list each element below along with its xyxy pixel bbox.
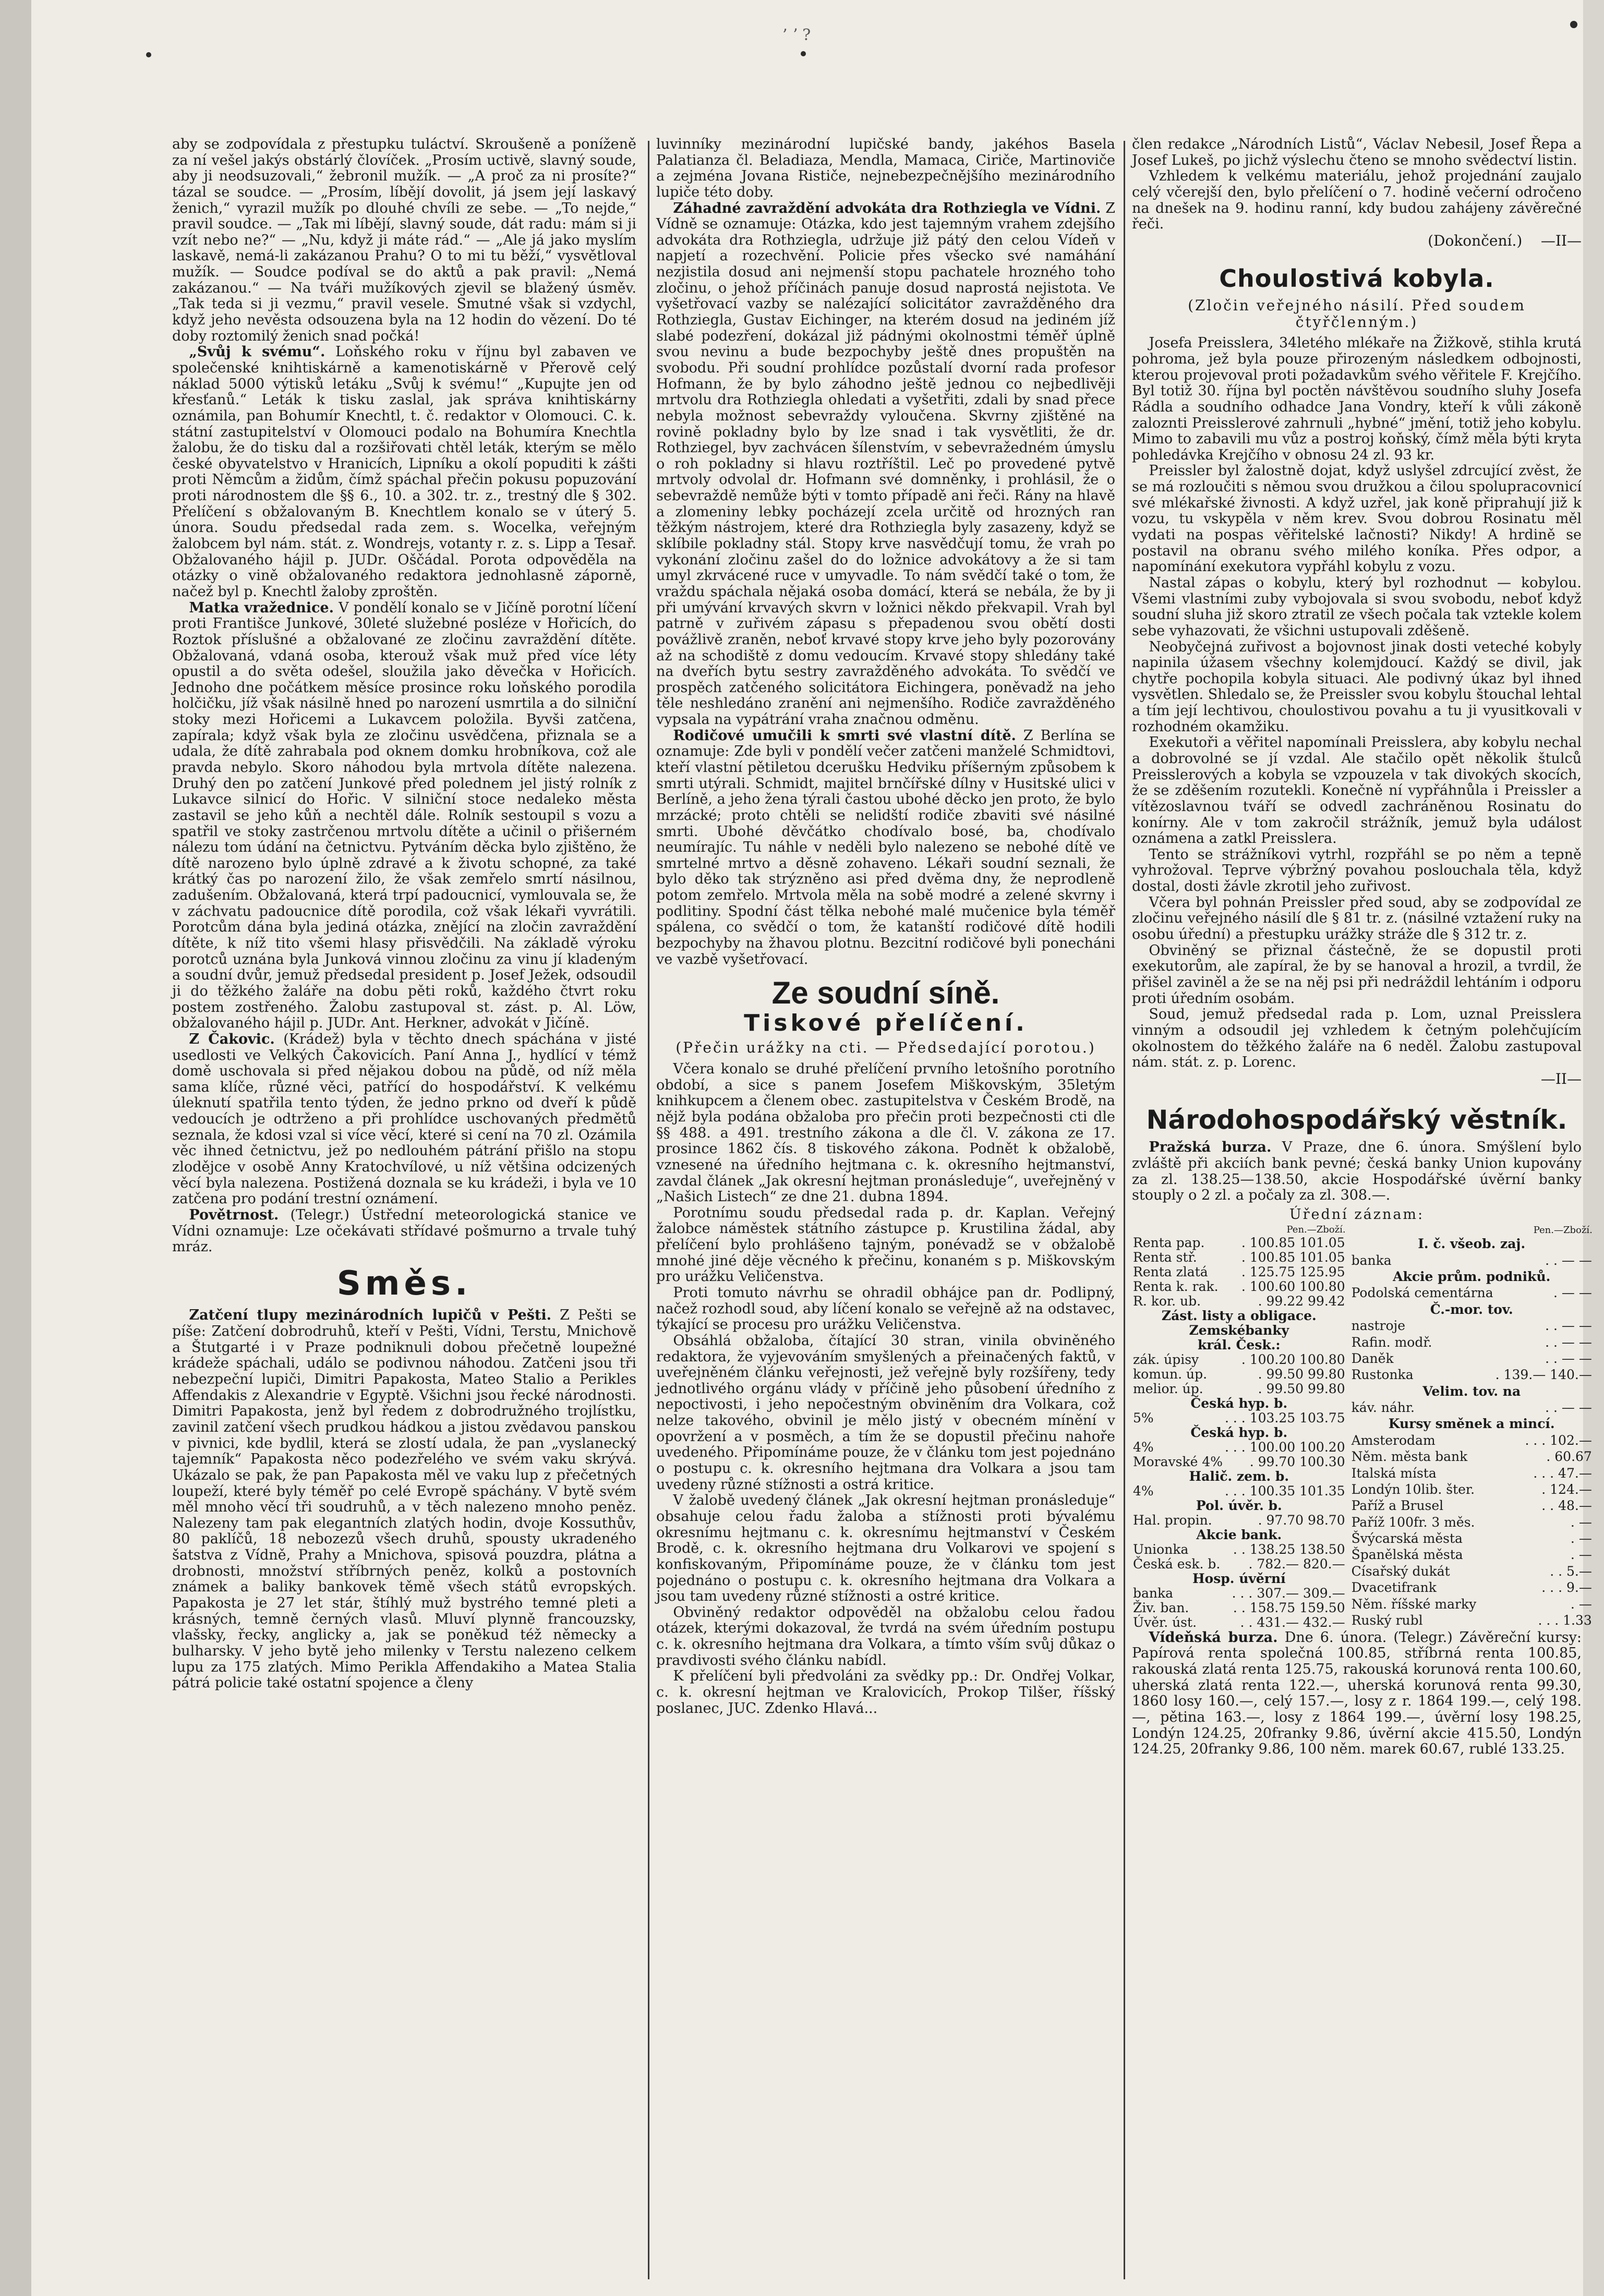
article-title: Povětrnost. [189,1206,279,1223]
price-value: . . 138.25 138.50 [1233,1541,1345,1557]
price-row [1132,1236,1346,1250]
continuation-note [1132,233,1582,249]
price-label: Česká hyp. b. [1190,1424,1288,1440]
price-value: . 100.20 100.80 [1241,1351,1345,1367]
article-title: Zatčení tlupy mezinárodních lupičů v Pešti. [189,1307,552,1324]
author-mark: —II— [1540,232,1582,249]
article-paragraph [172,344,636,600]
section-heading-court: Ze soudní síně. [771,975,1000,1011]
article-paragraph [172,1207,636,1255]
article-title: Vídeňská burza. [1149,1629,1278,1646]
article-paragraph: aby se zodpovídala z přestupku tuláctví. Skroušeně a poníženě za ní vešel jakýs obstárlý človíček. „Prosím uctivě, slavný soude, aby ji neodsuzovali,“ žebronil mužík. — „A proč za ni prosíte?“ tázal se soudce. — „Prosím, líbějí dovolit, já jsem její laskavý ženich,“ vyrazil mužík po dlouhé chvíli ze sebe. — „To nejde,“ pravil soudce. — „Tak mi líbějí, slavný soude, dát radu: mám si ji vzít nebo ne?“ — „Nu, když ji máte rád.“ — „Ale já jako myslím laskavě, nemá-li zakázanou Prahu? O to mi tu běží,“ vysvětloval mužík. — Soudce podíval se do aktů a pak pravil: „Nemá zakázanou.“ — Na tváři mužíkových zjevil se blažený úsměv. „Tak teda si ji vezmu,“ pravil vesele. Smutné však si vzdychl, když jeho nevěsta odsouzena byla na 12 hodin do vězení. Do té doby roztomilý ženich snad počká! [172,136,636,344]
price-label: Úvěr. úst. [1133,1614,1197,1630]
price-value: . . . 103.25 103.75 [1225,1410,1345,1425]
price-label: Renta k. rak. [1133,1278,1219,1294]
author-mark: —II— [1540,1070,1582,1087]
article-paragraph: Včera konalo se druhé přelíčení prvního letošního porotního období, a sice s panem Josefem Miškovským, 35letým knihkupcem a členem obec. zastupitelstva v Českém Brodě, na nějž byla podána obžaloba pro přečin proti bezpečnosti cti dle §§ 488. a 491. trestního zákona a dle čl. V. zákona ze 17. prosince 1862 čís. 8 tiskového zákona. Podnět k obžalobě, vznesené na úředního hejtmana c. k. okresního hejtmanství, zavdal článek „Jak okresní hejtman pronásleduje“, uveřejněný v „Našich Listech“ ze dne 21. dubna 1894. [656,1061,1115,1205]
price-row [1132,1542,1346,1557]
price-label: Kursy směnek a mincí. [1388,1416,1555,1432]
price-value: . . — — [1545,1400,1592,1416]
price-label: melior. úp. [1133,1381,1203,1396]
article-text: (Telegr.) Ústřední meteorologická stanice ve Vídni oznamuje: Lze očekávati střídavé pošmurno a trvale tuhý mráz. [172,1206,636,1255]
price-row [1350,1384,1593,1400]
price-value: . . . 1.33 [1538,1612,1592,1628]
price-value: . 100.85 101.05 [1241,1249,1345,1265]
price-value: . 99.22 99.42 [1258,1293,1345,1309]
article-paragraph: Obviněný se přiznal částečně, že se dopustil proti exekutorům, ale zapíral, že by se hanoval a hrozil, a tvrdil, že přišel zaviněl a že se na něj psi při nedráždil lehtáním i odporu proti úředním osobám. [1132,942,1582,1007]
column-2 [656,137,1115,2286]
article-paragraph [656,728,1115,968]
price-value: . 99.50 99.80 [1258,1366,1345,1382]
price-value: . 125.75 125.95 [1241,1264,1345,1279]
article-subtitle: (Krádež) [283,1031,345,1047]
article-paragraph: luvinníky mezinárodní lupičské bandy, jakéhos Basela Palatianza čl. Beladiaza, Mendla, Mamaca, Ciriče, Martinoviče a zejména Jovana Rističe, nejnebezpečnějšího mezinárodního lupiče této doby. [656,136,1115,200]
article-paragraph: Soud, jemuž předsedal rada p. Lom, uznal Preisslera vinným a odsoudil jej vzhledem k četným polehčujícím okolnostem do těžkého žaláře na 6 neděl. Žalobu zastupoval nám. stát. z. p. Lorenc. [1132,1006,1582,1071]
scan-right-edge [1583,0,1604,2296]
article-paragraph: K přelíčení byli předvoláni za svědky pp.: Dr. Ondřej Volkar, c. k. okresní hejtman ve Kralovicích, Prokop Tilšer, říšský poslanec, JUC. Zdenko Hlavá... [656,1668,1115,1717]
article-text: Loňského roku v říjnu byl zabaven ve společenské knihtiskárně a kamenotiskárně v Přerově celý náklad 5000 výtisků letáku „Svůj k svému!“ „Kupujte jen od křesťanů.“ Leták k tisku zaslal, jak správa knihtiskárny oznámila, pan Bohumír Knechtl, t. č. redaktor v Olomouci. C. k. státní zastupitelství v Olomouci podalo na Bohumíra Knechtla žalobu, že do tisku dal a rozšiřovati chtěl leták, kterým se mělo české obyvatelstvo v Hranicích, Lipníku a okolí popuditi k zášti proti Němcům a židům, čímž spáchal přečin pokusu popuzování proti národnostem dle §§ 6., 10. a 302. tr. z., trestný dle § 302. Přelíčení s obžalovaným B. Knechtlem konalo se v úterý 5. února. Soudu předsedal rada zem. s. Wocelka, veřejným žalobcem byl nám. stát. z. Wondrejs, votanty r. z. s. Lipp a Tesař. Obžalovaného hájil p. JUDr. Oščádal. Porota odpověděla na otázky o vině obžalovaného redaktora jednohlasně záporně, načež byl p. Knechtl žaloby zproštěn. [172,344,637,600]
price-row [1350,1564,1593,1580]
article-paragraph: Nastal zápas o kobylu, který byl rozhodnut — kobylou. Všemi vlastními zuby vybojovala si svou svobodu, neboť když soudní sluha již skoro ztratil ze všech počala tak vztekle kolem sebe vyhazovati, že všichni ustupovali zděšeně. [1132,574,1582,639]
price-row [1132,1309,1346,1323]
price-row [1350,1253,1593,1270]
price-column-header: Pen.—Zboží. [1286,1224,1346,1235]
scan-dot [801,51,806,56]
price-label: Halič. zem. b. [1189,1468,1289,1484]
price-row [1350,1531,1593,1548]
price-label: Zást. listy a obligace. [1161,1308,1317,1323]
price-label: Zemskébanky [1189,1322,1289,1338]
price-label: Akcie prům. podniků. [1393,1269,1551,1285]
article-text: byla v těchto dnech spáchána v jisté usedlosti ve Velkých Čakovicích. Paní Anna J., hydlící v témž domě uschovala si před nějakou dobou na půdě, od níž měla sama klíče, různé věci, patřící do hospodářství. K velkému úleknutí spatřila tento týden, že jedno prkno od dveří k půdě vedoucích je odtrženo a při prohlídce uschovaných předmětů seznala, že kdosi vzal si více věcí, které si cení na 70 zl. Ozámila věc ihned četnictvu, jež po nedlouhém pátrání přišlo na stopu zlodějce v osobě Anny Kratochvílové, u níž většina odcizených věcí byla nalezena. Postižená doznala se ku krádeži, i byla ve 10 zatčena pro podání trestní oznámení. [172,1031,636,1207]
price-label: 4% [1133,1439,1154,1455]
price-label: R. kor. ub. [1133,1293,1201,1309]
price-row [1132,1338,1346,1352]
price-label: I. č. všeob. zaj. [1418,1236,1526,1252]
price-label: Rustonka [1351,1367,1414,1383]
price-label: 4% [1133,1483,1154,1499]
price-label: Renta pap. [1133,1235,1205,1250]
price-label: zák. úpisy [1133,1351,1199,1367]
price-row [1132,1425,1346,1440]
article-heading-kobyla: Choulostivá kobyla. [1219,264,1494,293]
price-value: . — — [1553,1285,1592,1301]
price-label: Pol. úvěr. b. [1196,1497,1282,1513]
price-table-title: Úřední záznam: [1289,1206,1425,1223]
price-label: Amsterodam [1351,1432,1436,1448]
price-row [1132,1382,1346,1396]
price-column-header: Pen.—Zboží. [1533,1224,1593,1236]
price-label: 5% [1133,1410,1154,1425]
continued-label: (Dokončení.) [1428,232,1523,249]
article-text: Z Pešti se píše: Zatčení dobrodruhů, kteří v Pešti, Vídni, Terstu, Mnichově a Štutgarté i v Praze podniknuli dobou přečetně loupežné krádeže spáchali, událo se podivnou náhodou. Zatčeni jsou tři nebezpeční lupiči, Dimitri Papakosta, Mateo Stalio a Perikles Affendakis z Alexandrie v Egyptě. Všichni jsou řecké národnosti. Dimitri Papakosta, jenž byl ředem z dobrodružného trojlístku, zavinil zatčení všech prudkou hádkou a jistou zvědavou panskou v pivnici, kde bydlil, která se zlostí udala, že pan „vyslanecký tajemník“ Papakosta něco podezřelého ve svém vaku skrývá. Ukázalo se pak, že pan Papakosta měl ve vaku lup z přečetných loupeží, které byly téměř po celé Evropě spáchány. V bytě svém měl mnoho věcí tři soudruhů, a v těch nalezeno mnoho peněz. Nalezeny tam pak elegantních zlatých hodin, dvoje Kossuthův, 80 paklíčů, 18 nebozezů všech druhů, spousty ukradeného šatstva z Vídně, Prahy a Mnichova, spisová pouzdra, plátna a drobnosti, množství stříbrných peněz, kolků a postovních známek a baliky bankovek těmě všech států evropských. Papakosta je 27 let stár, štíhlý muž bystrého temné pleti a krásných, temně černých vlasů. Mluví plynně francouzsky, vlašsky, řecky, anglicky a, jak se poněkud též německy a bulharsky. V jeho bytě jeho milenky v Terstu nalezeno celkem lupu za 175 zlatých. Mimo Perikla Affendakiho a Matea Stalia pátrá policie také ostatní spojence a členy [172,1307,636,1691]
price-value: . — [1570,1596,1592,1612]
price-value: . 124.— [1541,1481,1592,1497]
price-label: Italská místa [1351,1465,1437,1481]
price-row [1350,1580,1593,1597]
price-value: . . . 9.— [1541,1580,1592,1596]
price-value: . . . 100.00 100.20 [1225,1439,1345,1455]
article-paragraph: Porotnímu soudu předsedal rada p. dr. Kaplan. Veřejný žalobce náměstek státního zástupce p. Krustilina žádal, aby přelíčení bylo prohlášeno tajným, ponévadž se v obžalobě mnohé jiné děje věcného k přečinu, konaném s p. Miškovským pro urážku Veličenstva. [656,1204,1115,1285]
article-paragraph [172,600,636,1032]
price-row [1350,1400,1593,1417]
price-table-right [1350,1224,1593,1630]
price-row [1350,1515,1593,1531]
price-value: . . 158.75 159.50 [1233,1600,1345,1615]
price-label: banka [1133,1585,1174,1601]
article-paragraph: Proti tomuto návrhu se ohradil obhájce pan dr. Podlipný, načež rozhodl soud, aby líčení konalo se veřejně až na odstavec, týkající se procesu pro urážku Veličenstva. [656,1284,1115,1333]
price-label: Č.-mor. tov. [1430,1301,1513,1317]
price-label: Dvacetifrank [1351,1580,1437,1596]
price-row [1350,1482,1593,1499]
price-row [1350,1449,1593,1466]
article-title: Matka vražednice. [189,599,334,616]
article-title: Záhadné zavraždění advokáta dra Rothziegla ve Vídni. [673,200,1101,216]
price-row [1350,1499,1593,1515]
price-row [1132,1440,1346,1455]
article-title: „Svůj k svému“. [189,344,325,360]
article-title: Rodičové umučili k smrti své vlastní dítě. [673,727,1016,744]
price-row [1132,1279,1346,1294]
section-heading-vestnik: Národohospodářský věstník. [1146,1104,1567,1135]
price-label: Švýcarská města [1351,1531,1463,1546]
price-row [1132,1601,1346,1615]
price-label: komun. úp. [1133,1366,1208,1382]
article-paragraph: člen redakce „Národních Listů“, Václav Nebesil, Josef Řepa a Josef Lukeš, po jichž výslechu čteno se mnoho svědectví listin. [1132,136,1582,168]
section-heading-smes: Směs. [336,1264,472,1303]
article-paragraph [1132,1630,1582,1758]
price-row [1132,1484,1346,1499]
price-row [1132,1367,1346,1382]
price-row [1350,1433,1593,1449]
price-row [1132,1499,1346,1513]
price-label: Renta stř. [1133,1249,1197,1265]
price-label: Unionka [1133,1541,1189,1557]
price-row [1132,1294,1346,1309]
price-row [1350,1302,1593,1319]
price-label: káv. náhr. [1351,1400,1415,1416]
price-value: . — [1570,1547,1592,1563]
price-table-left [1132,1224,1346,1630]
article-paragraph: Preissler byl žalostně dojat, když uslyšel zdrcující zvěst, že se má rozloučiti s němou svou družkou a čilou spolupracovnicí své mlékařské živnosti. A když uzřel, jak koně připrahují již k vozu, tu vskypěla v něm krev. Svou dobrou Rosinatu měl vydati na pospas věřitelské lačnosti? Nikdy! A hrdině se postavil na obranu svého milého koníka. Přes odpor, a napomínání exekutora vypřáhl kobylu z vozu. [1132,463,1582,575]
column-1 [172,137,636,2286]
price-row [1350,1368,1593,1384]
price-label: Paříž 100fr. 3 měs. [1351,1514,1475,1530]
price-value: . . 431.— 432.— [1240,1614,1345,1630]
price-value: . . 48.— [1541,1498,1592,1514]
price-row [1350,1319,1593,1335]
article-title: Pražská burza. [1149,1139,1272,1156]
price-label: banka [1351,1252,1392,1268]
price-row [1132,1528,1346,1542]
price-label: Londýn 10lib. šter. [1351,1481,1475,1497]
article-paragraph: Obviněný redaktor odpověděl na obžalobu celou řadou otázek, kterými dokazoval, že tvrdá na svém úředním postupu c. k. okresního hejtmana dra Volkara, a tímto vším svůj důkaz o pravdivosti svého článku nabídl. [656,1604,1115,1669]
price-value: . 139.— 140.— [1495,1367,1592,1383]
price-row [1132,1411,1346,1425]
article-paragraph: V žalobě uvedený článek „Jak okresní hejtman pronásleduje“ obsahuje celou řadu žaloba a stížnosti proti bývalému okresnímu hejtmanu c. k. okresnímu hejtmanství v Českém Brodě, c. k. okresního hejtmana dru Volkarovi ve spojení s konfiskovaným, Připomínáme pouze, že v článku tom jest pojednáno o postupu c. k. okresního hejtmana dra Volkara a jsou tam uvedeny různé stížnosti a ostré kritice. [656,1492,1115,1605]
article-paragraph: Vzhledem k velkému materiálu, jehož projednání zaujalo celý včerejší den, bylo přelíčení o 7. hodině večerní odročeno na dnešek na 9. hodinu ranní, kdy budou zahájeny závěrečné řeči. [1132,168,1582,233]
price-row [1132,1323,1346,1338]
price-row [1132,1615,1346,1630]
price-value: . . — — [1545,1350,1592,1366]
price-label: Španělská města [1351,1547,1463,1563]
article-paragraph: Neobyčejná zuřivost a bojovnost jinak dosti veteché kobyly napinila úžasem všechny kolemjdoucí. Každý se divil, jak chytře pochopila kobyla situaci. Ale podivný úkaz byl ihned vysvětlen. Shledalo se, že Preissler svou kobylu štouchal lehtal a tím její lechtivou, choulostivou povahu a tu ji vyusitkovali v rozhodném okamžiku. [1132,638,1582,735]
article-paragraph: Exekutoři a věřitel napomínali Preisslera, aby kobylu nechal a dobrovolné se jí vzdal. Ale stačilo opět několik štulců Preisslerových a kobyla se vzpouzela v tak divokých skocích, že se zděšením rozutekli. Konečně ní vypřáhnůla i Preissler a vítězoslavnou tváří se odvedl zachráněnou Rosinatu do konírny. Ale v tom zakročil strážník, jemuž byla událost oznámena a zatkl Preisslera. [1132,734,1582,847]
price-label: Podolská cementárna [1351,1285,1493,1301]
price-row [1350,1270,1593,1286]
scan-dot [1570,21,1577,28]
price-value: . . . 47.— [1533,1465,1592,1481]
price-label: Hosp. úvěrní [1192,1570,1286,1586]
price-label: Daněk [1351,1350,1394,1366]
price-row [1132,1396,1346,1411]
price-value: . 99.50 99.80 [1258,1381,1345,1396]
article-paragraph [172,1032,636,1207]
price-row [1132,1513,1346,1528]
price-label: Hal. propin. [1133,1512,1212,1528]
court-case-subtitle: (Přečin urážky na cti. — Předsedající porotou.) [676,1039,1096,1057]
price-value: . . — — [1545,1318,1592,1334]
article-subheading: (Zločin veřejného násilí. Před soudem čtyřčlenným.) [1188,296,1526,331]
price-row [1132,1586,1346,1601]
scan-dot [146,52,151,57]
article-text: V Praze, dne 6. února. Smýšlení bylo zvláště při akciích bank pevné; česká banky Union kupovány za zl. 138.25—138.50, akcie Hospodářské úvěrní banky stouply o 2 zl. a počaly za zl. 308.—. [1132,1139,1582,1204]
price-value: . 100.85 101.05 [1241,1235,1345,1250]
price-row [1350,1548,1593,1564]
article-text: Z Berlína se oznamuje: Zde byli v pondělí večer zatčeni manželé Schmidtovi, kteří vlastní pětiletou dcerušku Hedviku příšerným způsobem k smrti utýrali. Schmidt, majitel brnčířské dílny v Husitské ulici v Berlíně, a jeho žena týrali častou ubohé děcko jen proto, že bylo mrzácké; proto chtěli se nelidští rodiče zbaviti své násilné smrti. Ubohé děvčátko chodívalo bosé, ba, chodívalo neumírajíc. Tu náhle v neděli bylo nalezeno se nebohé dítě ve smrtelné mrtvo a děsně zohaveno. Lékaři soudní seznali, že bylo děko tak strýzněno asi před dvěma dny, že neprodleně potom zemřelo. Mrtvola měla na sobě modré a zelené skvrny i podlitiny. Spodní část tělka nebohé malé mučenice byla téměř spálena, co svědčí o tom, že katanští rodičové dítě hodili bezpochyby na žhavou plotnu. Bezcitní rodičové byli ponecháni ve vazbě vyšetřovací. [656,727,1115,968]
article-paragraph: Tento se strážníkovi vytrhl, rozpřáhl se po něm a tepně vyhrožoval. Teprve výbržný povahou poslouchala těla, když dostal, dosti žávle zkrotil jeho zuřivost. [1132,846,1582,895]
price-row [1132,1352,1346,1367]
price-row [1350,1237,1593,1253]
price-row [1132,1455,1346,1469]
article-paragraph: Josefa Preisslera, 34letého mlékaře na Žižkově, stihla krutá pohroma, jež byla pouze přirozeným následkem odbojnosti, kterou projevoval proti požadavkům svého věřitele F. Krejčího. Byl totiž 30. října byl poctěn návštěvou soudního sluhy Josefa Rádla a soudního odhadce Jana Vondry, kteří k vůli zákoně zaloznti Preisslerové zahrnuli „hybné“ jmění, totiž jeho kobylu. Mimo to zabavili mu vůz a postroj koňský, čímž měla býti kryta pohledávka Krejčího v obnosu 24 zl. 93 kr. [1132,335,1582,463]
article-paragraph [172,1308,636,1691]
price-value: . . . 307.— 309.— [1232,1585,1345,1601]
price-label: Něm. města bank [1351,1449,1468,1465]
price-value: . — [1570,1531,1592,1546]
article-paragraph [1132,1140,1582,1204]
price-label: Akcie bank. [1196,1527,1282,1542]
price-row [1350,1466,1593,1482]
article-paragraph [656,201,1115,728]
price-row [1132,1250,1346,1265]
price-row [1132,1557,1346,1572]
price-value: . . — — [1545,1252,1592,1268]
price-label: Ruský rubl [1351,1612,1423,1628]
price-label: Paříž a Brusel [1351,1498,1444,1514]
price-value: . . 5.— [1550,1563,1592,1579]
price-value: . . — — [1545,1334,1592,1350]
price-value: . 782.— 820.— [1248,1556,1345,1572]
article-title: Z Čakovic. [189,1031,275,1047]
article-paragraph: Včera byl pohnán Preissler před soud, aby se zodpovídal ze zločinu veřejného násilí dle § 81 tr. z. (násilné vztažení ruky na osobu úřední) a přestupku urážky stráže dle § 312 tr. z. [1132,894,1582,943]
column-rule-1 [648,141,649,2279]
scan-left-edge [0,0,31,2296]
price-value: . 99.70 100.30 [1249,1454,1345,1469]
price-value: . — [1570,1514,1592,1530]
price-value: . . . 102.— [1525,1432,1592,1448]
price-value: . 60.67 [1546,1449,1592,1465]
price-row [1350,1286,1593,1302]
column-3 [1132,136,1593,2286]
price-row [1350,1597,1593,1613]
price-label: Renta zlatá [1133,1264,1208,1279]
price-value: . . . 100.35 101.35 [1225,1483,1345,1499]
price-value: . 100.60 100.80 [1241,1278,1345,1294]
article-text: V pondělí konalo se v Jičíně porotní líčení proti Františce Junkové, 30leté služebné posléze v Hořicích, do Roztok příslušné a obžalované ze zločinu zavraždění dítěte. Obžalovaná, vdaná osoba, kterouž však muž před více léty opustil a do světa odešel, sloužila jako děvečka v Hořicích. Jednoho dne počátkem měsíce prosince roku loňského porodila holčičku, jíž však násilně hned po narození usmrtila a do silniční stoky mezi Hořicemi a Lukavcem položila. Byvši zatčena, zapírala; když však byla ze zločinu usvědčena, přiznala se a udala, že dítě zahrabala pod oknem domku hrobníkova, což ale pravda nebylo. Skoro náhodou byla mrtvola dítěte nalezena. Druhý den po zatčení Junkové před polednem jel jistý rolník z Lukavce silnicí do Hořic. V silniční stoce nedaleko města zastavil se jeho kůň a nechtěl dále. Rolník sestoupil s vozu a spatřil ve stoky zastrčenou mrtvolu dítěte a učinil o přišerném nálezu tom údání na četnictvu. Pytváním děcka bylo zjištěno, že dítě narozeno bylo úplně zdravé a k životu schopné, za také krátký čas po narození žilo, že však zemřelo smrtí násilnou, zadušením. Obžalovaná, která trpí padoucnicí, vymlouvala se, že v záchvatu padoucnice dítě porodila, což však lékaři vyvrátili. Porotcům dána byla jediná otázka, znějící na zločin zavraždění dítěte, k níž tito všemi hlasy přisvědčili. Na základě výroku porotců uznána byla Junková vinnou zločinu za vinu jí kladeným a soudní dvůr, jemuž předsedal president p. Josef Ježek, odsoudil ji do těžkého žaláře na dobu pěti roků, každého čtvrt roku postem zostřeného. Žalobu zastupoval st. zást. p. Al. Löw, obžalovaného hájil p. JUDr. Ant. Herkner, advokát v Jičíně. [172,599,636,1032]
price-row [1132,1469,1346,1484]
price-row [1350,1417,1593,1433]
price-label: Česká esk. b. [1133,1556,1221,1572]
price-label: Císařský dukát [1351,1563,1450,1579]
price-row [1132,1265,1346,1279]
price-label: Česká hyp. b. [1190,1395,1288,1411]
price-label: Velim. tov. na [1422,1383,1521,1399]
article-paragraph: Obsáhlá obžaloba, čítající 30 stran, vinila obviněného redaktora, že vyjevováním smyšlených a přeinačených faktů, v uveřejněném článku veřejnosti, jež veřejně byly rozšířeny, tedy jednotlivého orgánu vlády v příčině jeho působení úředního z nepoctivosti, i jeho nepočestným obviněním dra Volkara, což nelze takového, obvinil je mělo jistý v obecném mínění v opovržení a v posměch, a tím že se dopustil přečinu nahoře uvedeného. Připomínáme pouze, že v článku tom jest pojednáno o postupu c. k. okresního hejtmana dra Volkara a jsou tam uvedeny různé stížnosti a ostrá kritice. [656,1332,1115,1493]
column-rule-2 [1124,141,1125,2279]
price-label: Rafin. modř. [1351,1334,1432,1350]
page-corner-marks: ’ ʼ ? [782,26,811,44]
price-row [1350,1335,1593,1351]
price-row [1350,1351,1593,1368]
court-subheading: Tiskové přelíčení. [744,1010,1028,1037]
price-label: král. Česk.: [1197,1337,1281,1352]
price-label: nastroje [1351,1318,1406,1334]
price-tables [1132,1224,1593,1630]
article-text: Z Vídně se oznamuje: Otázka, kdo jest tajemným vrahem zdejšího advokáta dra Rothziegla, udržuje již pátý den celou Vídeň v napjetí a rozechvění. Policie přes všecko své namáhání nezjistila dosud ani nejmenší stopu pachatele hrozného toho zločinu, o jehož příčinách panuje dosud naprostá nejistota. Ve vyšetřovací vazby se nalézající solicitátor zavražděného dra Rothziegla, Gustav Eichinger, na kterém dosud na jediném jíž slabé podezření, dokázal již pádnými okolnostmi téměř úplně svou nevinu a bude bezpochyby ještě dnes propuštěn na svobodu. Při soudní prohlídce pozůstalí dvorní rada profesor Hofmann, že by bylo záhodno ještě jednou co nejbedlivěji mrtvolu dra Rothziegla ohledati a vyšetřiti, zdali by snad přece nebyla možnost sebevraždy vyloučena. Skvrny zjištěné na rovině pokladny bylo by lze snad i tak vysvětliti, že dr. Rothziegel, byv zachvácen šílenstvím, v sebevražedném úmyslu o roh pokladny si hlavu roztříštil. Leč po provedené pytvě mrtvoly odvolal dr. Hofmann své domněnky, i prohlásil, že o sebevraždě nemůže býti v tomto případě ani řeči. Rány na hlavě a zlomeniny lebky pocházejí zcela určitě od hrozných ran těžkým nástrojem, které dra Rothziegla byly zasazeny, když se sklíbile pokladny stál. Stopy krve nasvědčují tomu, že vrah po vykonání zločinu zašel do do ložnice advokátovy a že si tam umyl zkrvácené ruce v umyvadle. To nám svědčí také o tom, že vraždu spáchala nějaká osoba domácí, která se nebála, že by ji při umývání krvavých skvrn v ložnici někdo překvapil. Vrah byl patrně v zuřivém zápasu s přepadenou svou obětí dosti povážlivě zraněn, neboť krvavé stopy krve jeho byly pozorovány až na schodiště z domu vedoucím. Krvavé stopy shledány také na dveřích bytu sestry zavražděného advokáta. To svědčí ve prospěch zatčeného solicitátora Eichingera, poněvadž na jeho těle neshledáno zranění ani nejmenšího. Rodiče zavražděného vypsala na vypátrání vraha značnou odměnu. [656,200,1116,728]
article-text: Dne 6. února. (Telegr.) Závěreční kursy: Papírová renta společná 100.85, stříbrná renta 100.85, rakouská zlatá renta 125.75, rakouská korunová renta 100.60, uherská zlatá renta 122.—, uherská korunová renta 99.30, 1860 losy 160.—, celý 157.—, losy z r. 1864 199.—, celý 198.—, pětina 163.—, losy z 1864 199.—, úvěrní losy 198.25, Londýn 124.25, 20franky 9.86, úvěrní akcie 415.50, Londýn 124.25, 20franky 9.86, 100 něm. marek 60.67, rublé 133.25. [1132,1629,1582,1758]
price-value: . 97.70 98.70 [1258,1512,1345,1528]
price-row [1350,1613,1593,1630]
price-label: Živ. ban. [1133,1600,1189,1615]
price-label: Moravské 4% [1133,1454,1223,1469]
price-label: Něm. říšské marky [1351,1596,1477,1612]
price-row [1132,1572,1346,1586]
